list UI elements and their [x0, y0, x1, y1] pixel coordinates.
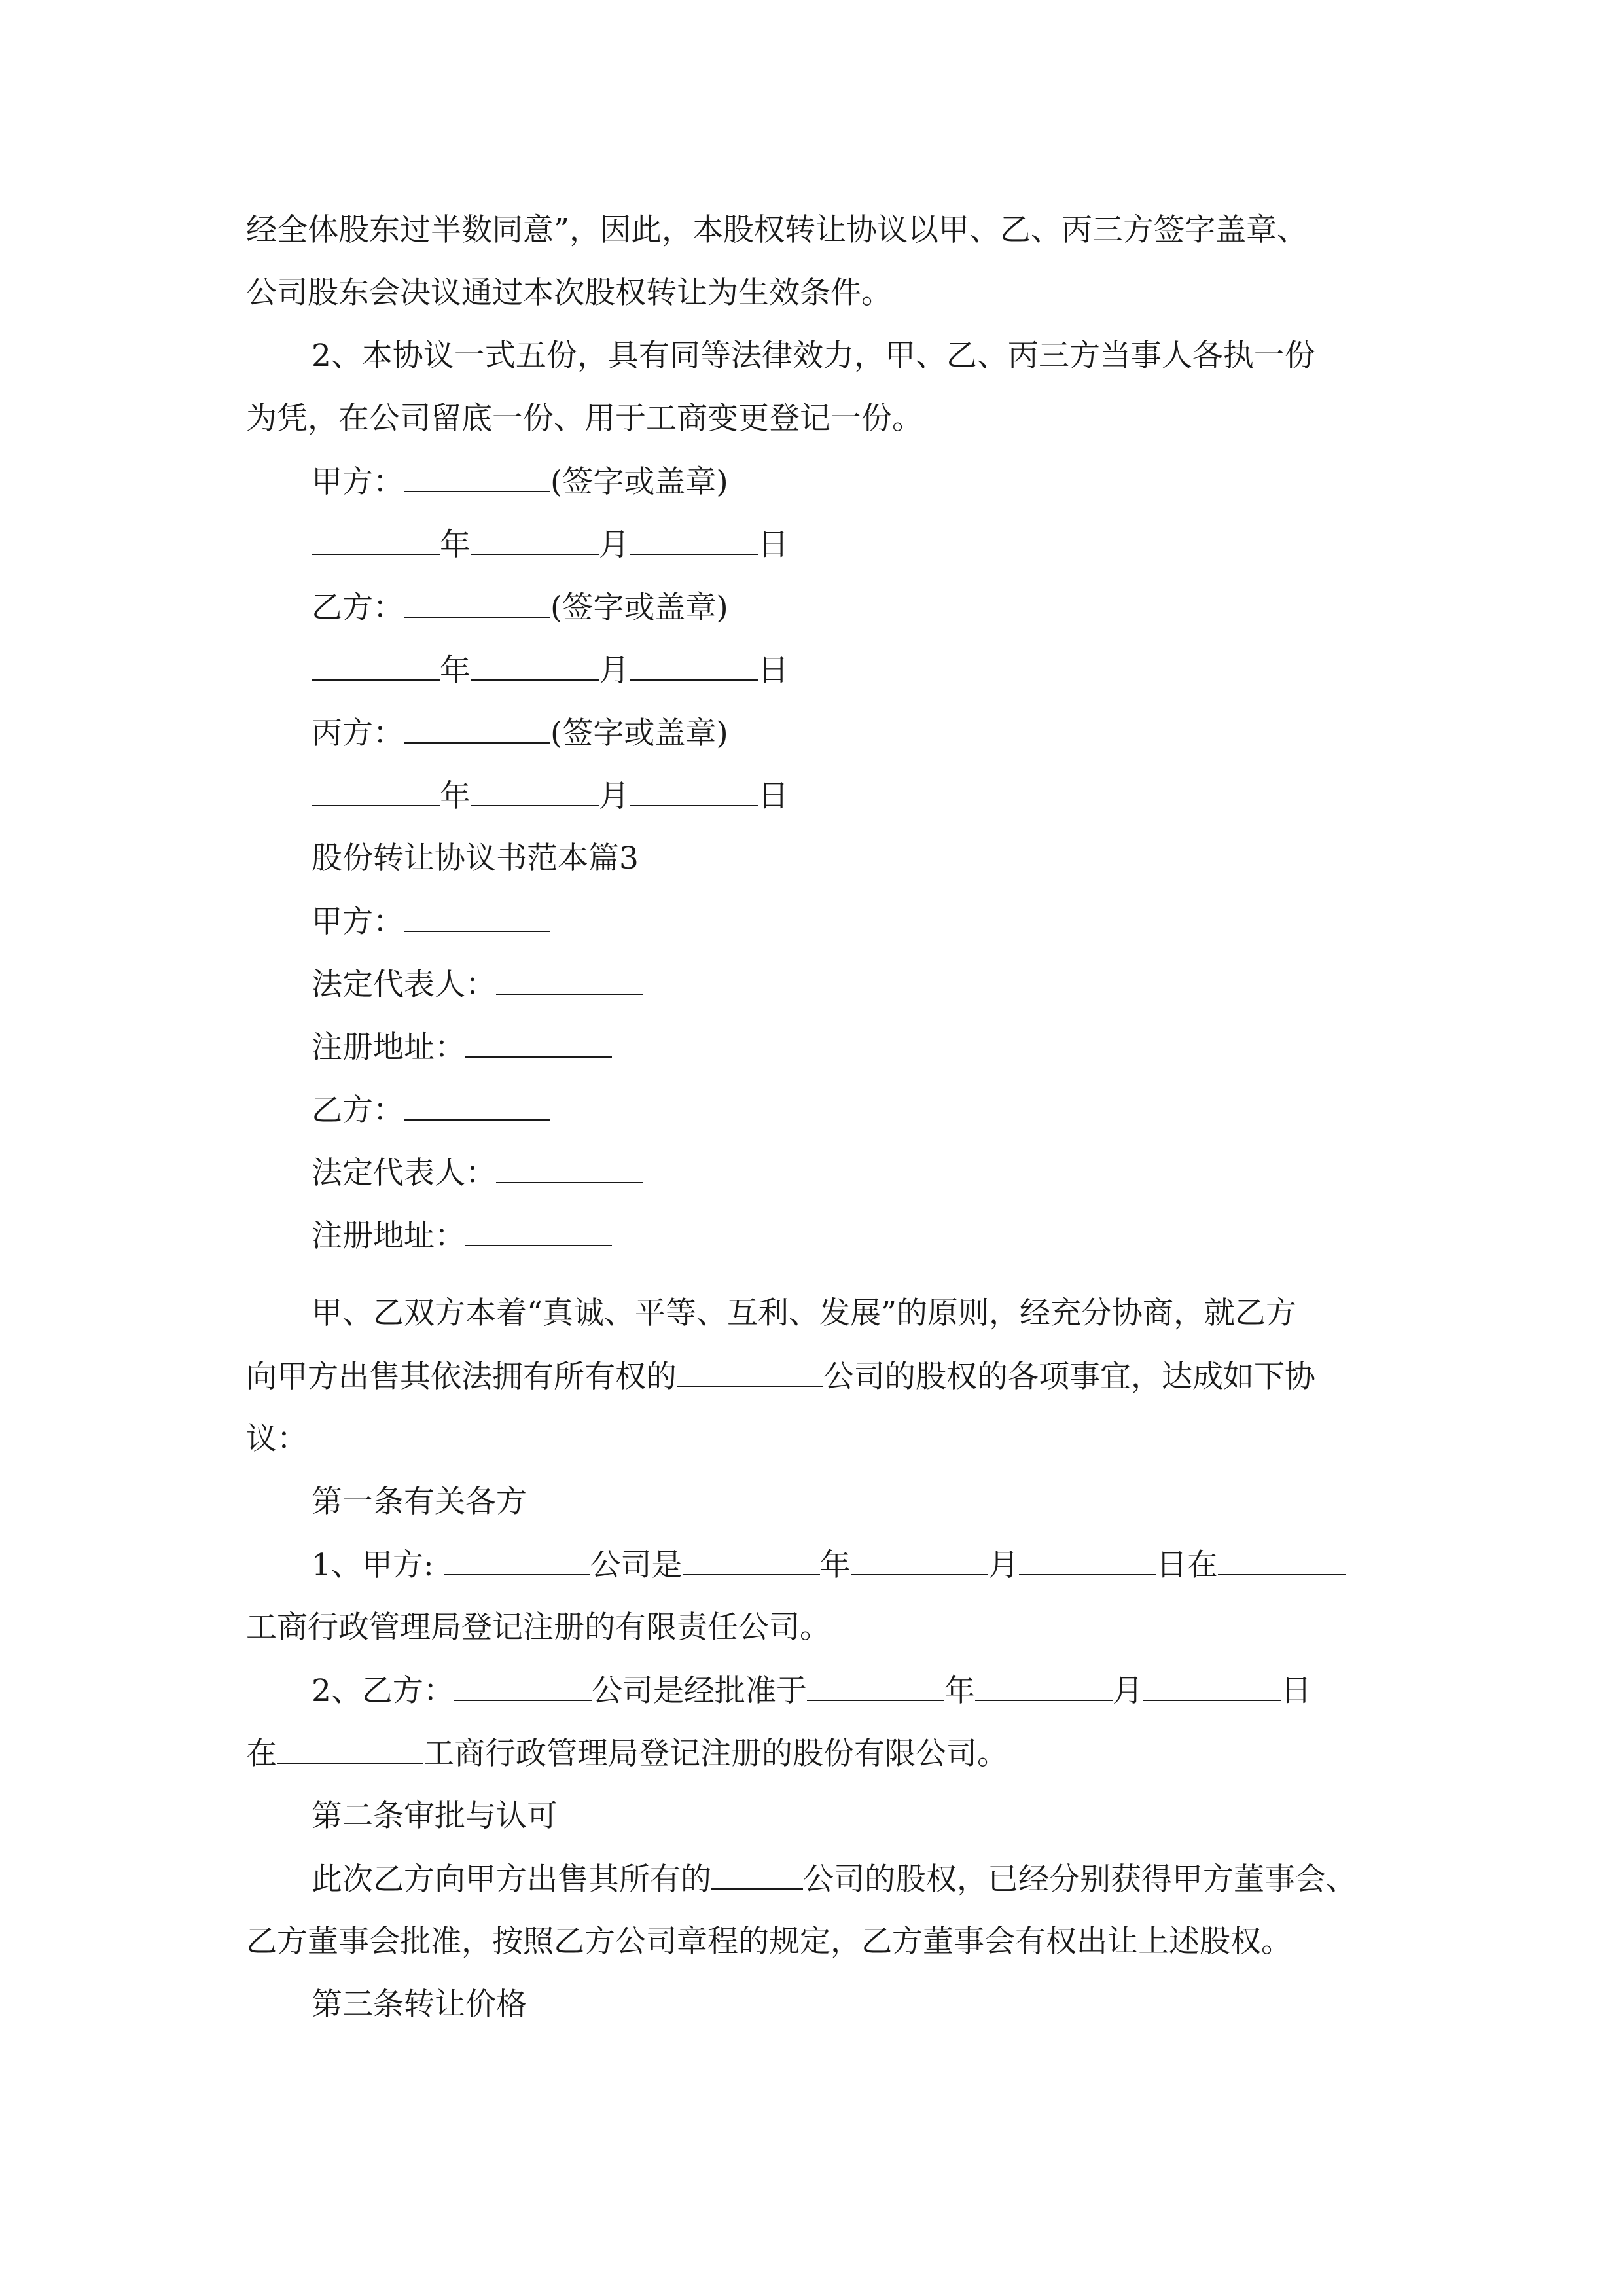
party-field: 法定代表人： — [312, 1153, 643, 1193]
blank-field — [444, 1545, 590, 1575]
text-line: 1、甲方: 公司是 年 月 日在 — [312, 1545, 1346, 1585]
blank-field — [277, 1734, 423, 1764]
blank-field — [465, 1216, 612, 1246]
blank-field — [711, 1859, 803, 1890]
blank-field — [630, 651, 758, 681]
party-field: 注册地址： — [312, 1028, 612, 1067]
text-line: 向甲方出售其依法拥有所有权的 公司的股权的各项事宜，达成如下协 — [246, 1357, 1315, 1397]
text-line: 甲、乙双方本着“真诚、平等、互利、发展”的原则，经充分协商，就乙方 — [312, 1295, 1297, 1331]
text-line: 经全体股东过半数同意”，因此，本股权转让协议以甲、乙、丙三方签字盖章、 — [246, 212, 1308, 248]
text-line: 此次乙方向甲方出售其所有的 公司的股权，已经分别获得甲方董事会、 — [312, 1859, 1357, 1899]
blank-field — [630, 525, 758, 555]
article-heading: 第三条转让价格 — [312, 1986, 527, 2022]
text-line: 议： — [246, 1421, 308, 1457]
party-field: 甲方： — [312, 902, 550, 942]
text-line: 在 工商行政管理局登记注册的股份有限公司。 — [246, 1734, 1008, 1774]
blank-field — [683, 1545, 820, 1575]
blank-field — [496, 965, 643, 995]
blank-field — [851, 1545, 988, 1575]
blank-field — [454, 1671, 592, 1701]
party-field: 乙方： — [312, 1090, 550, 1130]
signature-line: 甲方： (签字或盖章) — [312, 462, 728, 502]
article-heading: 第二条审批与认可 — [312, 1798, 558, 1834]
article-heading: 第一条有关各方 — [312, 1484, 527, 1520]
party-field: 注册地址： — [312, 1216, 612, 1256]
date-line: 年 月 日 — [312, 525, 789, 565]
text-line: 2、乙方： 公司是经批准于 年 月 日 — [312, 1671, 1311, 1711]
blank-field — [404, 462, 550, 492]
blank-field — [404, 713, 550, 744]
blank-field — [1143, 1671, 1281, 1701]
blank-field — [807, 1671, 944, 1701]
text-line: 为凭，在公司留底一份、用于工商变更登记一份。 — [246, 401, 923, 437]
signature-line: 丙方： (签字或盖章) — [312, 713, 728, 753]
blank-field — [471, 525, 599, 555]
blank-field — [404, 588, 550, 618]
blank-field — [1218, 1545, 1346, 1575]
text-line: 公司股东会决议通过本次股权转让为生效条件。 — [246, 275, 892, 311]
blank-field — [471, 651, 599, 681]
text-line: 2、本协议一式五份，具有同等法律效力，甲、乙、丙三方当事人各执一份 — [312, 338, 1315, 374]
blank-field — [312, 776, 440, 806]
party-field: 法定代表人： — [312, 965, 643, 1005]
date-line: 年 月 日 — [312, 776, 789, 816]
text-line: 乙方董事会批准，按照乙方公司章程的规定，乙方董事会有权出让上述股权。 — [246, 1924, 1292, 1960]
date-line: 年 月 日 — [312, 651, 789, 691]
blank-field — [404, 1090, 550, 1121]
blank-field — [465, 1028, 612, 1058]
blank-field — [975, 1671, 1113, 1701]
blank-field — [630, 776, 758, 806]
blank-field — [404, 902, 550, 932]
blank-field — [677, 1357, 823, 1387]
blank-field — [312, 651, 440, 681]
blank-field — [1019, 1545, 1156, 1575]
blank-field — [471, 776, 599, 806]
signature-line: 乙方： (签字或盖章) — [312, 588, 728, 628]
section-heading: 股份转让协议书范本篇3 — [312, 840, 639, 876]
text-line: 工商行政管理局登记注册的有限责任公司。 — [246, 1609, 830, 1645]
blank-field — [496, 1153, 643, 1183]
blank-field — [312, 525, 440, 555]
